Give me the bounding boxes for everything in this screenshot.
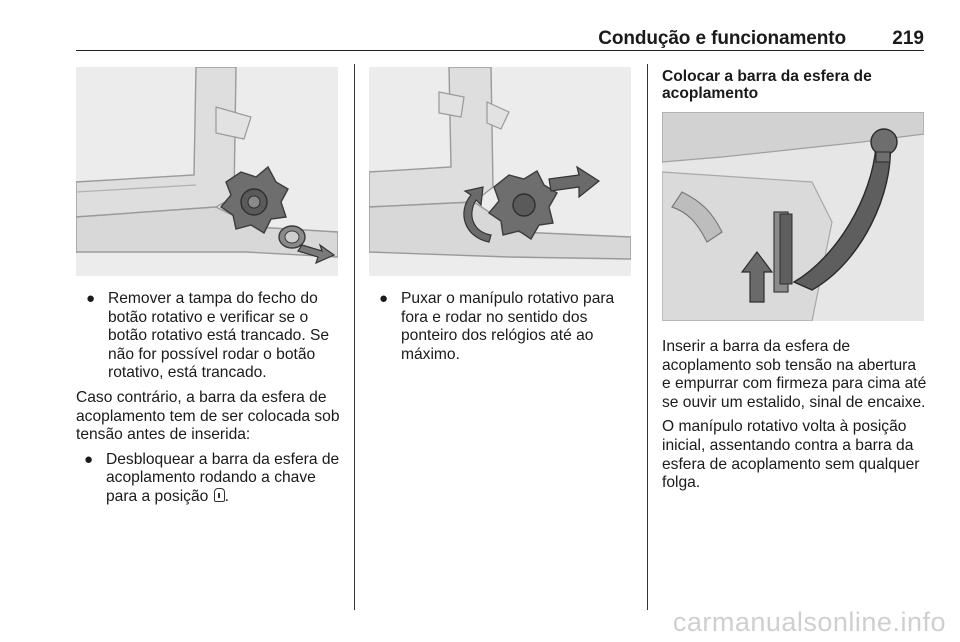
list-item-text: Desbloquear a barra da esfera de acoplamento rodando a chave para a posição — [106, 450, 340, 505]
list-item-text: Puxar o manípulo rotativo para fora e rodar no sentido dos ponteiro dos relógios até ao máximo. — [401, 290, 615, 363]
coupling-cap-drawing — [76, 67, 338, 276]
section-title: Condução e funcionamento — [598, 28, 846, 49]
column-right — [662, 68, 928, 112]
list-item — [369, 290, 631, 364]
page-header — [76, 28, 924, 51]
body-paragraph: O manípulo rotativo volta à posição inicial, assentando contra a barra da esfera de acoplamento sem qualquer folga. — [662, 418, 920, 492]
rotary-knob-drawing-2 — [369, 67, 631, 276]
bullet-dot-icon: ● — [84, 450, 94, 468]
lock-cap-drawing — [279, 226, 305, 248]
column-right-body — [662, 338, 928, 499]
bullet-dot-icon: ● — [379, 290, 389, 307]
body-paragraph: Inserir a barra da esfera de acoplamento sob tensão na abertura e empurrar com firmeza para cima até se ouvir um estalido, sinal de encaixe. — [662, 338, 927, 411]
bullet-dot-icon: ● — [86, 290, 96, 307]
illustration-insert-ball-bar — [662, 112, 924, 321]
list-item-text-end: . — [224, 487, 229, 505]
column-divider-right — [647, 64, 648, 610]
list-item-text: Remover a tampa do fecho do botão rotativo e verificar se o botão rotativo está trancado. Se não for possível rodar o botão rotativo, está trancado. — [108, 290, 330, 382]
column-left — [76, 290, 344, 513]
watermark: carmanualsonline.info — [672, 607, 946, 637]
column-divider-left — [354, 64, 355, 610]
section-heading: Colocar a barra da esfera de acoplamento — [662, 68, 872, 102]
illustration-rotate-knob — [369, 67, 631, 276]
key-unlocked-icon — [214, 488, 225, 502]
list-item — [76, 451, 344, 507]
body-paragraph: Caso contrário, a barra da esfera de acoplamento tem de ser colocada sob tensão antes de inserida: — [76, 388, 340, 444]
page-number: 219 — [892, 28, 924, 49]
ball-bar-drawing — [662, 112, 924, 321]
illustration-cap-removal — [76, 67, 338, 276]
list-item — [76, 290, 344, 383]
column-middle — [369, 290, 631, 370]
